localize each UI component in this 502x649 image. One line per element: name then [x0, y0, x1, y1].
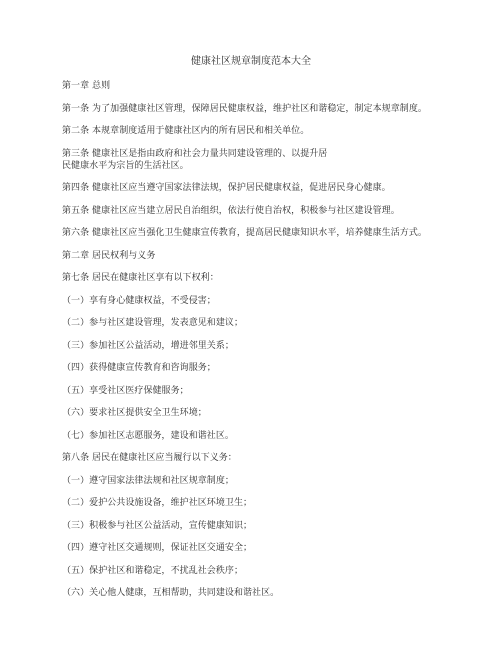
list-item: （六）要求社区提供安全卫生环境；	[62, 408, 207, 418]
list-item: （一）享有身心健康权益，不受侵害；	[62, 295, 216, 306]
paragraph: 第二条 本规章制度适用于健康社区内的所有居民和相关单位。	[62, 126, 310, 136]
list-item: （四）遵守社区交通规则，保证社区交通安全；	[62, 543, 253, 553]
list-item: （七）参加社区志愿服务，建设和谐社区。	[62, 430, 234, 441]
list-item: （三）参加社区公益活动，增进邻里关系；	[62, 340, 234, 351]
list-item: （四）获得健康宣传教育和咨询服务；	[62, 363, 216, 373]
paragraph: 第八条 居民在健康社区应当履行以下义务：	[62, 453, 237, 463]
document-body	[62, 80, 442, 610]
list-item: （二）爱护公共设施设备，维护社区环境卫生；	[62, 498, 253, 508]
list-item: （一）遵守国家法律法规和社区规章制度；	[62, 475, 234, 486]
paragraph: 第七条 居民在健康社区享有以下权利：	[62, 273, 219, 283]
list-item: （五）保护社区和谐稳定，不扰乱社会秩序；	[62, 565, 244, 576]
list-item: （三）积极参与社区公益活动，宣传健康知识；	[62, 520, 253, 531]
document-title: 健康社区规章制度范本大全	[191, 56, 311, 67]
chapter-heading: 第一章 总则	[62, 81, 111, 91]
list-item: （二）参与社区建设管理，发表意见和建议；	[62, 318, 244, 328]
chapter-heading: 第二章 居民权利与义务	[62, 250, 156, 261]
list-item: （六）关心他人健康，互相帮助，共同建设和谐社区。	[62, 588, 280, 598]
paragraph: 第四条 健康社区应当遵守国家法律法规，保护居民健康权益，促进居民身心健康。	[62, 183, 391, 193]
paragraph: 第三条 健康社区是指由政府和社会力量共同建设管理的、以提升居民健康水平为宗旨的生活社区。	[62, 148, 328, 171]
list-item: （五）享受社区医疗保健服务；	[62, 385, 189, 396]
paragraph: 第六条 健康社区应当强化卫生健康宣传教育，提高居民健康知识水平，培养健康生活方式。	[62, 228, 427, 238]
paragraph: 第五条 健康社区应当建立居民自治组织，依法行使自治权，积极参与社区建设管理。	[62, 205, 400, 216]
paragraph: 第一条 为了加强健康社区管理，保障居民健康权益，维护社区和谐稳定，制定本规章制度。	[62, 103, 427, 114]
